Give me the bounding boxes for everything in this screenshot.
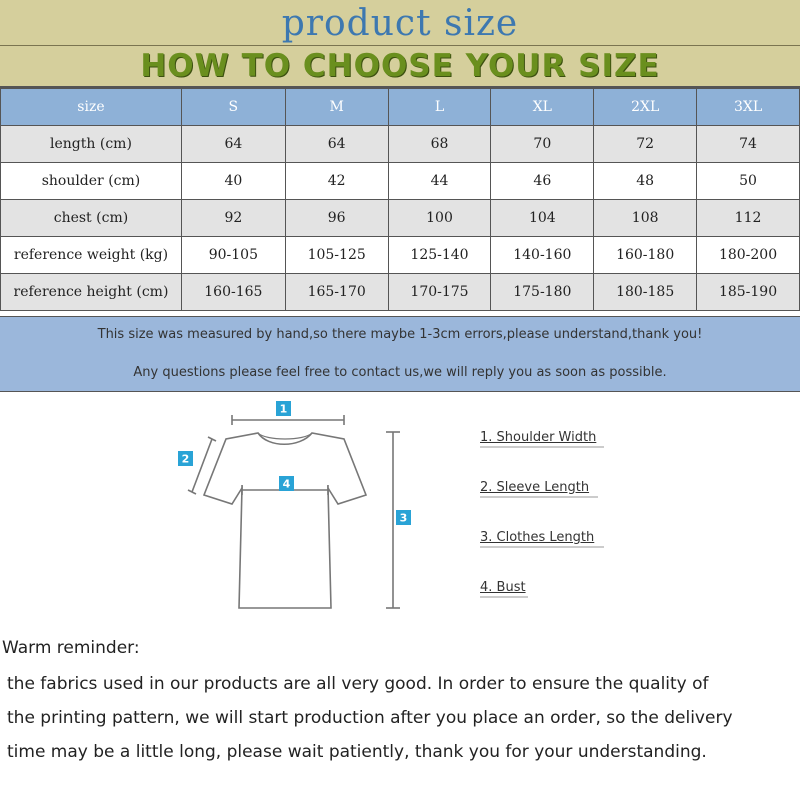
row-label: length (cm)	[1, 126, 182, 163]
table-cell: 180-200	[697, 237, 800, 274]
header-cell: L	[388, 89, 491, 126]
header-cell: M	[285, 89, 388, 126]
row-label: reference height (cm)	[1, 274, 182, 311]
table-cell: 104	[491, 200, 594, 237]
table-cell: 74	[697, 126, 800, 163]
table-cell: 108	[594, 200, 697, 237]
size-chart-table	[0, 88, 800, 311]
table-row-height	[1, 274, 800, 311]
table-cell: 92	[181, 200, 285, 237]
row-label: chest (cm)	[1, 200, 182, 237]
reminder-line: the fabrics used in our products are all very good. In order to ensure the quality of	[7, 674, 709, 694]
table-cell: 160-180	[594, 237, 697, 274]
row-label: shoulder (cm)	[1, 163, 182, 200]
table-row-shoulder	[1, 163, 800, 200]
table-cell: 125-140	[388, 237, 491, 274]
page-title: product size	[281, 3, 519, 44]
table-cell: 46	[491, 163, 594, 200]
tshirt-diagram	[0, 392, 800, 622]
tshirt-outline-icon	[204, 433, 366, 608]
legend-item-clothes-length: 3. Clothes Length	[480, 530, 595, 545]
header-cell: 2XL	[594, 89, 697, 126]
marker-2-label: 2	[181, 452, 190, 466]
legend-item-shoulder-width: 1. Shoulder Width	[480, 430, 597, 445]
table-cell: 112	[697, 200, 800, 237]
table-cell: 100	[388, 200, 491, 237]
table-cell: 44	[388, 163, 491, 200]
measurement-note: This size was measured by hand,so there maybe 1-3cm errors,please understand,thank you!	[97, 327, 703, 342]
title-divider	[0, 45, 800, 46]
row-label: reference weight (kg)	[1, 237, 182, 274]
table-cell: 180-185	[594, 274, 697, 311]
page-subtitle: HOW TO CHOOSE YOUR SIZE	[140, 48, 660, 84]
reminder-line: time may be a little long, please wait patiently, thank you for your understanding.	[7, 742, 707, 762]
table-row-weight	[1, 237, 800, 274]
table-cell: 185-190	[697, 274, 800, 311]
notes-banner	[0, 316, 800, 392]
title-banner	[0, 0, 800, 88]
table-cell: 48	[594, 163, 697, 200]
table-row-length	[1, 126, 800, 163]
marker-4-label: 4	[282, 477, 291, 491]
table-header-row	[1, 89, 800, 126]
table-cell: 68	[388, 126, 491, 163]
legend-item-sleeve-length: 2. Sleeve Length	[480, 480, 590, 495]
table-cell: 64	[181, 126, 285, 163]
table-cell: 105-125	[285, 237, 388, 274]
table-cell: 70	[491, 126, 594, 163]
table-cell: 42	[285, 163, 388, 200]
table-row-chest	[1, 200, 800, 237]
table-cell: 40	[181, 163, 285, 200]
table-cell: 140-160	[491, 237, 594, 274]
header-cell: XL	[491, 89, 594, 126]
table-cell: 64	[285, 126, 388, 163]
reminder-line: the printing pattern, we will start production after you place an order, so the delivery	[7, 708, 733, 728]
table-cell: 175-180	[491, 274, 594, 311]
table-cell: 165-170	[285, 274, 388, 311]
contact-note: Any questions please feel free to contact us,we will reply you as soon as possible.	[133, 365, 667, 380]
marker-1-label: 1	[279, 402, 288, 416]
header-cell-size: size	[1, 89, 182, 126]
header-cell: S	[181, 89, 285, 126]
table-cell: 170-175	[388, 274, 491, 311]
header-cell: 3XL	[697, 89, 800, 126]
marker-3-label: 3	[399, 511, 408, 525]
reminder-title: Warm reminder:	[2, 638, 140, 658]
table-cell: 50	[697, 163, 800, 200]
table-cell: 160-165	[181, 274, 285, 311]
table-cell: 96	[285, 200, 388, 237]
table-cell: 90-105	[181, 237, 285, 274]
legend-item-bust: 4. Bust	[480, 580, 526, 595]
table-cell: 72	[594, 126, 697, 163]
